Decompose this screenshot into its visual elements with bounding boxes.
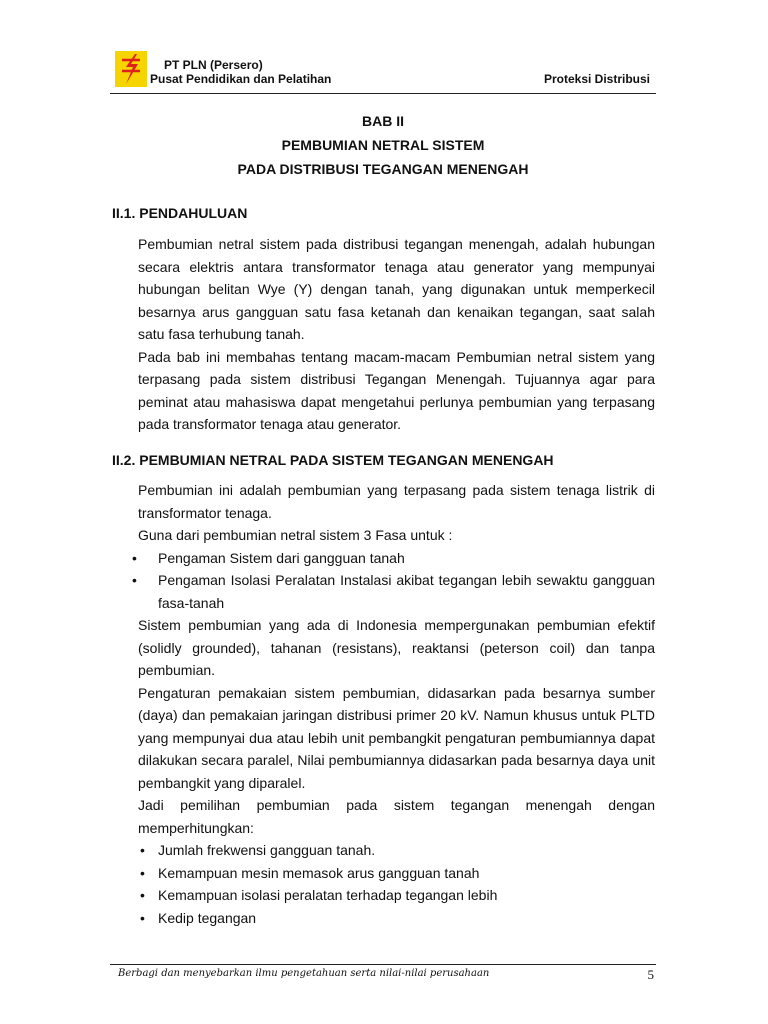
pln-logo-icon xyxy=(115,51,147,87)
section1-paragraph: Pada bab ini membahas tentang macam-macam Pembumian netral sistem yang terpasang pada sistem distribusi Tegangan Menengah. Tujuannya agar para peminat atau mahasiswa dapat mengetahui perlunya pembumian yang terpasang pada transformator tenaga atau generator. xyxy=(138,348,655,432)
page-footer xyxy=(110,964,656,987)
course-name: Proteksi Distribusi xyxy=(543,72,650,86)
bullet-icon: • xyxy=(132,549,137,566)
list-item: • Pengaman Sistem dari gangguan tanah xyxy=(138,547,655,570)
section1-body xyxy=(138,233,655,436)
bullet-icon: • xyxy=(140,887,145,903)
list-item: • Pengaman Isolasi Peralatan Instalasi akibat tegangan lebih sewaktu gangguan fasa-tanah xyxy=(138,569,655,614)
considerations-list xyxy=(138,839,655,929)
section2-paragraph: Pengaturan pemakaian sistem pembumian, didasarkan pada besarnya sumber (daya) dan pemakaian jaringan distribusi primer 20 kV. Namun khusus untuk PLTD yang mempunyai dua atau lebih unit pembangkit pengaturan pembumiannya dapat dilakukan secara paralel, Nilai pembumiannya didasarkan pada besarnya daya unit pembangkit yang diparalel. xyxy=(138,684,655,791)
section2-paragraph: Jadi pemilihan pembumian pada sistem tegangan menengah dengan memperhitungkan: xyxy=(138,797,655,836)
section1-paragraph: Pembumian netral sistem pada distribusi tegangan menengah, adalah hubungan secara elektris antara transformator tenaga atau generator yang mempunyai hubungan belitan Wye (Y) dengan tanah, yang digunakan untuk memperkecil besarnya arus gangguan satu fasa ketanah dan kenaikan tegangan, saat salah satu fasa terhubung tanah. xyxy=(138,236,655,342)
page-header xyxy=(110,47,656,94)
section2-paragraph: Guna dari pembumian netral sistem 3 Fasa untuk : xyxy=(138,527,453,543)
list-item: • Kemampuan isolasi peralatan terhadap tegangan lebih xyxy=(138,884,655,907)
bullet-icon: • xyxy=(140,864,145,881)
section2-paragraph: Sistem pembumian yang ada di Indonesia mempergunakan pembumian efektif (solidly grounded), tahanan (resistans), reaktansi (peterson coil) dan tanpa pembumian. xyxy=(138,617,655,678)
bullet-icon: • xyxy=(140,909,145,926)
footer-motto: Berbagi dan menyebarkan ilmu pengetahuan serta nilai-nilai perusahaan xyxy=(118,968,490,979)
section-heading-2: II.2. PEMBUMIAN NETRAL PADA SISTEM TEGANGAN MENENGAH xyxy=(112,452,554,468)
chapter-label: BAB II xyxy=(362,113,404,129)
list-item: • Jumlah frekwensi gangguan tanah. xyxy=(138,839,655,862)
chapter-title-line2: PADA DISTRIBUSI TEGANGAN MENENGAH xyxy=(237,161,529,177)
section-heading-1: II.1. PENDAHULUAN xyxy=(112,205,248,221)
section2-paragraph: Pembumian ini adalah pembumian yang terpasang pada sistem tenaga listrik di transformator tenaga. xyxy=(138,482,655,521)
list-item: • Kemampuan mesin memasok arus gangguan tanah xyxy=(138,862,655,885)
section2-body xyxy=(132,479,655,929)
unit-name: Pusat Pendidikan dan Pelatihan xyxy=(150,72,332,86)
chapter-title-line1: PEMBUMIAN NETRAL SISTEM xyxy=(281,137,485,153)
uses-list xyxy=(132,547,655,615)
company-name: PT PLN (Persero) xyxy=(164,58,263,72)
list-item: • Kedip tegangan xyxy=(138,907,655,930)
bullet-icon: • xyxy=(132,572,137,588)
page-number: 5 xyxy=(647,967,654,982)
bullet-icon: • xyxy=(140,842,145,858)
